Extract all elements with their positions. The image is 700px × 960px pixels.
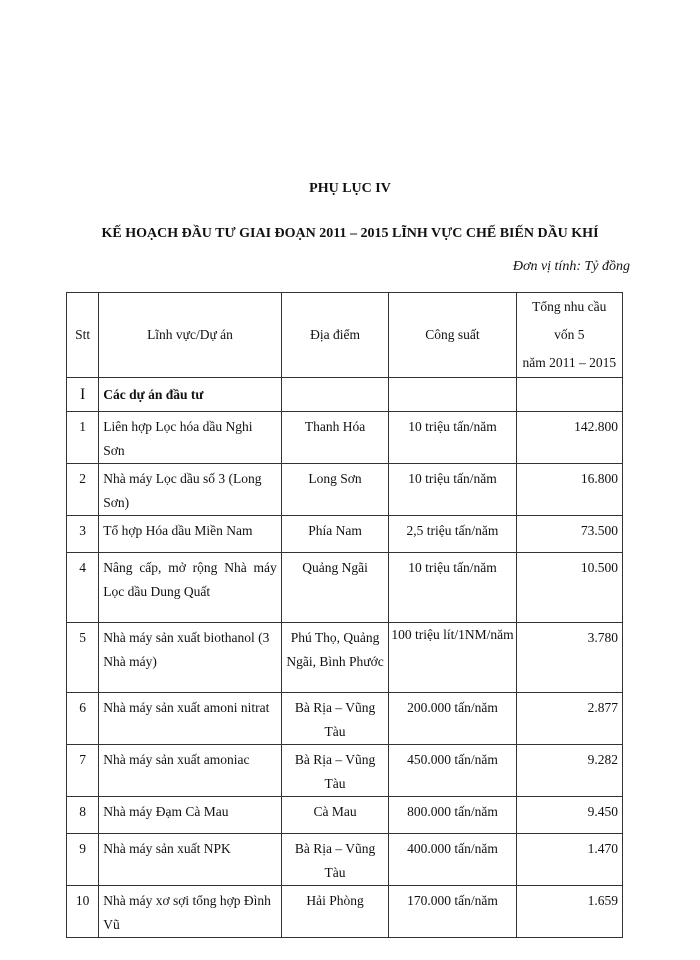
row-location: Bà Rịa – Vũng Tàu xyxy=(281,693,389,745)
row-capital: 142.800 xyxy=(516,412,622,464)
row-project: Tổ hợp Hóa dầu Miền Nam xyxy=(99,516,281,553)
table-row xyxy=(67,516,623,553)
row-capital: 2.877 xyxy=(516,693,622,745)
header-capital-line1: Tổng nhu cầu vốn 5 xyxy=(532,299,607,342)
header-capital-line2: năm 2011 – 2015 xyxy=(522,355,617,370)
row-capital: 9.282 xyxy=(516,745,622,797)
row-project: Nhà máy sản xuất amoniac xyxy=(99,745,281,797)
header-capital xyxy=(516,293,622,378)
row-capital: 16.800 xyxy=(516,464,622,516)
row-location: Phú Thọ, Quảng Ngãi, Bình Phước xyxy=(281,623,389,693)
row-capacity: 800.000 tấn/năm xyxy=(389,797,516,834)
row-project: Nhà máy Đạm Cà Mau xyxy=(99,797,281,834)
row-capital: 3.780 xyxy=(516,623,622,693)
row-capacity: 450.000 tấn/năm xyxy=(389,745,516,797)
investment-table xyxy=(66,292,623,938)
row-location: Quảng Ngãi xyxy=(281,553,389,623)
table-row xyxy=(67,834,623,886)
row-project: Nhà máy sản xuất NPK xyxy=(99,834,281,886)
section-location-empty xyxy=(281,378,389,412)
row-stt: 6 xyxy=(67,693,99,745)
section-label: Các dự án đầu tư xyxy=(99,378,281,412)
row-location: Thanh Hóa xyxy=(281,412,389,464)
row-stt: 4 xyxy=(67,553,99,623)
table-row xyxy=(67,797,623,834)
row-stt: 3 xyxy=(67,516,99,553)
table-row xyxy=(67,693,623,745)
row-project: Nâng cấp, mở rộng Nhà máy Lọc dầu Dung Quất xyxy=(99,553,281,623)
header-capacity: Công suất xyxy=(389,293,516,378)
row-location: Bà Rịa – Vũng Tàu xyxy=(281,834,389,886)
table-row xyxy=(67,745,623,797)
row-capacity: 100 triệu lít/1NM/năm xyxy=(389,623,516,693)
row-capital: 1.470 xyxy=(516,834,622,886)
table-row xyxy=(67,412,623,464)
row-location: Hải Phòng xyxy=(281,886,389,938)
row-location: Cà Mau xyxy=(281,797,389,834)
section-row xyxy=(67,378,623,412)
row-capital: 73.500 xyxy=(516,516,622,553)
appendix-title: PHỤ LỤC IV xyxy=(309,181,391,196)
row-stt: 2 xyxy=(67,464,99,516)
row-stt: 10 xyxy=(67,886,99,938)
row-stt: 8 xyxy=(67,797,99,834)
unit-label: Đơn vị tính: Tỷ đồng xyxy=(512,259,630,274)
table-row xyxy=(67,464,623,516)
table-row xyxy=(67,553,623,623)
row-capacity: 10 triệu tấn/năm xyxy=(389,464,516,516)
row-capital: 10.500 xyxy=(516,553,622,623)
row-stt: 5 xyxy=(67,623,99,693)
row-stt: 9 xyxy=(67,834,99,886)
row-capital: 1.659 xyxy=(516,886,622,938)
row-location: Bà Rịa – Vũng Tàu xyxy=(281,745,389,797)
row-capacity: 170.000 tấn/năm xyxy=(389,886,516,938)
row-capacity: 10 triệu tấn/năm xyxy=(389,412,516,464)
section-capacity-empty xyxy=(389,378,516,412)
row-stt: 1 xyxy=(67,412,99,464)
section-stt: I xyxy=(67,378,99,412)
row-project: Nhà máy xơ sợi tổng hợp Đình Vũ xyxy=(99,886,281,938)
row-location: Phía Nam xyxy=(281,516,389,553)
header-location: Địa điểm xyxy=(281,293,389,378)
row-capital: 9.450 xyxy=(516,797,622,834)
row-capacity: 10 triệu tấn/năm xyxy=(389,553,516,623)
row-stt: 7 xyxy=(67,745,99,797)
row-location: Long Sơn xyxy=(281,464,389,516)
table-row xyxy=(67,623,623,693)
plan-title: KẾ HOẠCH ĐẦU TƯ GIAI ĐOẠN 2011 – 2015 LĨNH VỰC CHẾ BIẾN DẦU KHÍ xyxy=(101,226,599,241)
row-project: Nhà máy sản xuất biothanol (3 Nhà máy) xyxy=(99,623,281,693)
row-capacity: 400.000 tấn/năm xyxy=(389,834,516,886)
row-project: Nhà máy Lọc dầu số 3 (Long Sơn) xyxy=(99,464,281,516)
header-project: Lĩnh vực/Dự án xyxy=(99,293,281,378)
table-row xyxy=(67,886,623,938)
section-capital-empty xyxy=(516,378,622,412)
row-capacity: 2,5 triệu tấn/năm xyxy=(389,516,516,553)
header-stt: Stt xyxy=(67,293,99,378)
row-project: Liên hợp Lọc hóa dầu Nghi Sơn xyxy=(99,412,281,464)
row-capacity: 200.000 tấn/năm xyxy=(389,693,516,745)
row-project: Nhà máy sản xuất amoni nitrat xyxy=(99,693,281,745)
table-header-row xyxy=(67,293,623,378)
